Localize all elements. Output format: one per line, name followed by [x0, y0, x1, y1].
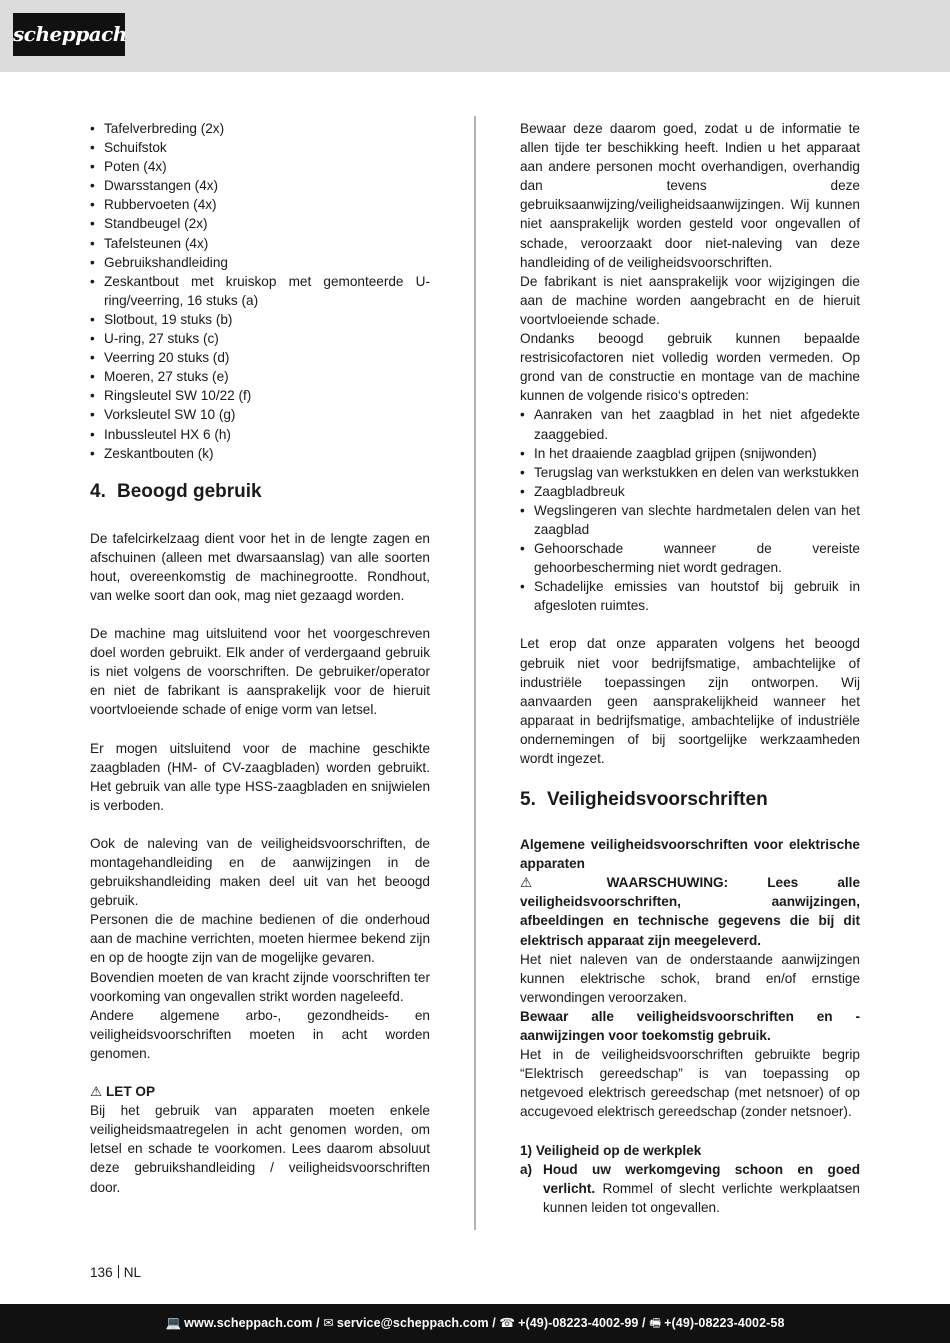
page-separator — [118, 1265, 119, 1278]
list-item: • Zaagbladbreuk — [520, 482, 860, 501]
caution-heading: ⚠ LET OP — [90, 1084, 156, 1100]
list-item: • Vorksleutel SW 10 (g) — [90, 405, 430, 424]
paragraph: De machine mag uitsluitend voor het voorgeschreven doel worden gebruikt. Elk ander of verdergaand gebruik is niet volgens de voorschriften. De gebruiker/operator en niet de fabrikant is aansprakelijk voor de hieruit voortvloeiende schade of enige vorm van letsel. — [90, 626, 430, 718]
paragraph: Het niet naleven van de onderstaande aanwijzingen kunnen elektrische schok, brand en/of ernstige verwondingen veroorzaken. — [520, 951, 860, 1005]
page-number: 136 NL — [90, 1265, 142, 1280]
phone-number: +(49)-08223-4002-99 — [518, 1316, 639, 1330]
right-column — [520, 119, 860, 1217]
list-item: • Inbussleutel HX 6 (h) — [90, 425, 430, 444]
general-safety-heading: Algemene veiligheidsvoorschriften voor elektrische apparaten — [520, 837, 860, 872]
header-band — [0, 0, 950, 72]
paragraph: De fabrikant is niet aansprakelijk voor wijzigingen die aan de machine worden aangebracht en de hieruit voortvloeiende schade. — [520, 273, 860, 327]
list-item: • In het draaiende zaagblad grijpen (snijwonden) — [520, 444, 860, 463]
list-item-a — [520, 1160, 860, 1217]
list-item: • Tafelsteunen (4x) — [90, 234, 430, 253]
warning-text: ⚠ WAARSCHUWING: Lees alle veiligheidsvoorschriften, aanwijzingen, afbeeldingen en technische gegevens die bij dit elektrisch apparaat zijn meegeleverd. — [520, 875, 860, 948]
list-item-text: Houd uw werkomgeving schoon en goed verlicht. Rommel of slecht verlichte werkplaatsen kunnen leiden tot ongevallen. — [543, 1161, 860, 1215]
left-column — [90, 119, 430, 1197]
section-4-heading: 4. Beoogd gebruik — [90, 480, 262, 502]
list-item: • Gebruikshandleiding — [90, 253, 430, 272]
list-item-label: a) — [520, 1161, 533, 1177]
phone-icon: ☎ — [499, 1316, 516, 1330]
list-item: • Poten (4x) — [90, 157, 430, 176]
list-item: • Zeskantbout met kruiskop met gemonteerde U-ring/veerring, 16 stuks (a) — [90, 272, 430, 310]
parts-list — [90, 119, 430, 463]
list-item: • Zeskantbouten (k) — [90, 444, 430, 463]
paragraph: De tafelcirkelzaag dient voor het in de lengte zagen en afschuinen (alleen met dwarsaanslag) van alle soorten hout, overeenkomstig de machinegrootte. Rondhout, van welke soort dan ook, mag niet gezaagd worden. — [90, 530, 430, 603]
email-link[interactable]: service@scheppach.com — [336, 1316, 489, 1330]
website-link[interactable]: www.scheppach.com — [184, 1316, 313, 1330]
list-item: • Terugslag van werkstukken en delen van werkstukken — [520, 463, 860, 482]
column-divider — [474, 116, 476, 1230]
paragraph: Personen die de machine bedienen of die onderhoud aan de machine verrichten, moeten hiermee bekend zijn en op de hoogte zijn van de mogelijke gevaren. — [90, 912, 430, 966]
list-item: • Slotbout, 19 stuks (b) — [90, 310, 430, 329]
workplace-safety-heading: 1) Veiligheid op de werkplek — [520, 1142, 702, 1158]
mail-icon: ✉ — [323, 1316, 334, 1330]
list-item: • U-ring, 27 stuks (c) — [90, 329, 430, 348]
list-item: • Wegslingeren van slechte hardmetalen delen van het zaagblad — [520, 501, 860, 539]
risk-list — [520, 405, 860, 615]
list-item: • Tafelverbreding (2x) — [90, 119, 430, 138]
paragraph: Bewaar deze daarom goed, zodat u de informatie te allen tijde ter beschikking heeft. Indien u het apparaat aan andere personen mocht overhandigen, overhandig dan tevens deze gebruiksaanwijzing/veiligheidsaanwijzingen. Wij kunnen niet aansprakelijk worden gesteld voor ongevallen of schade, veroorzaakt door niet-naleving van deze handleiding of de veiligheidsvoorschriften. — [520, 121, 860, 270]
list-item: • Rubbervoeten (4x) — [90, 195, 430, 214]
paragraph: Het in de veiligheidsvoorschriften gebruikte begrip “Elektrisch gereedschap” is van toepassing op netgevoed elektrisch gereedschap (met netsnoer) of op accugevoed elektrisch gereedschap (zonder netsnoer). — [520, 1047, 860, 1120]
paragraph: Let erop dat onze apparaten volgens het beoogd gebruik niet voor bedrijfsmatige, ambachtelijke of industriële toepassingen zijn ontworpen. Wij aanvaarden geen aansprakelijkheid wanneer het apparaat in bedrijfsmatige, ambachtelijke of industriële ondernemingen of bij soortgelijke werkzaamheden wordt ingezet. — [520, 636, 860, 766]
list-item: • Standbeugel (2x) — [90, 214, 430, 233]
list-item: • Schuifstok — [90, 138, 430, 157]
paragraph: Er mogen uitsluitend voor de machine geschikte zaagbladen (HM- of CV-zaagbladen) worden gebruikt. Het gebruik van alle type HSS-zaagbladen en snijwielen is verboden. — [90, 740, 430, 813]
fax-number: +(49)-08223-4002-58 — [664, 1316, 785, 1330]
paragraph: Bovendien moeten de van kracht zijnde voorschriften ter voorkoming van ongevallen strikt worden nageleefd. — [90, 969, 430, 1004]
caution-text: Bij het gebruik van apparaten moeten enkele veiligheidsmaatregelen in acht genomen worden, om letsel en schade te voorkomen. Lees daarom absoluut deze gebruikshandleiding / veiligheidsvoorschriften door. — [90, 1103, 430, 1195]
list-item: • Veerring 20 stuks (d) — [90, 348, 430, 367]
list-item: • Ringsleutel SW 10/22 (f) — [90, 386, 430, 405]
computer-icon: 💻 — [165, 1316, 182, 1330]
paragraph: Ondanks beoogd gebruik kunnen bepaalde restrisicofactoren niet volledig worden vermeden. Op grond van de constructie en montage van de machine kunnen de volgende risico‘s optreden: — [520, 331, 860, 404]
list-item: • Aanraken van het zaagblad in het niet afgedekte zaaggebied. — [520, 405, 860, 443]
keep-instructions-text: Bewaar alle veiligheidsvoorschriften en -aanwijzingen voor toekomstig gebruik. — [520, 1008, 860, 1044]
list-item: • Moeren, 27 stuks (e) — [90, 367, 430, 386]
list-item: • Gehoorschade wanneer de vereiste gehoorbescherming niet wordt gedragen. — [520, 539, 860, 577]
list-item: • Dwarsstangen (4x) — [90, 176, 430, 195]
paragraph: Ook de naleving van de veiligheidsvoorschriften, de montagehandleiding en de aanwijzingen in de gebruikshandleiding maken deel uit van het beoogd gebruik. — [90, 835, 430, 909]
paragraph: Andere algemene arbo-, gezondheids- en veiligheidsvoorschriften moeten in acht worden genomen. — [90, 1007, 430, 1061]
footer-bar: 💻 www.scheppach.com / ✉ service@scheppach.com / ☎ +(49)-08223-4002-99 / 🖷 +(49)-08223-4002-58 — [0, 1304, 950, 1343]
list-item: • Schadelijke emissies van houtstof bij gebruik in afgesloten ruimtes. — [520, 577, 860, 615]
fax-icon: 🖷 — [649, 1316, 662, 1330]
brand-logo: scheppach — [13, 13, 125, 56]
section-5-heading: 5. Veiligheidsvoorschriften — [520, 789, 768, 811]
